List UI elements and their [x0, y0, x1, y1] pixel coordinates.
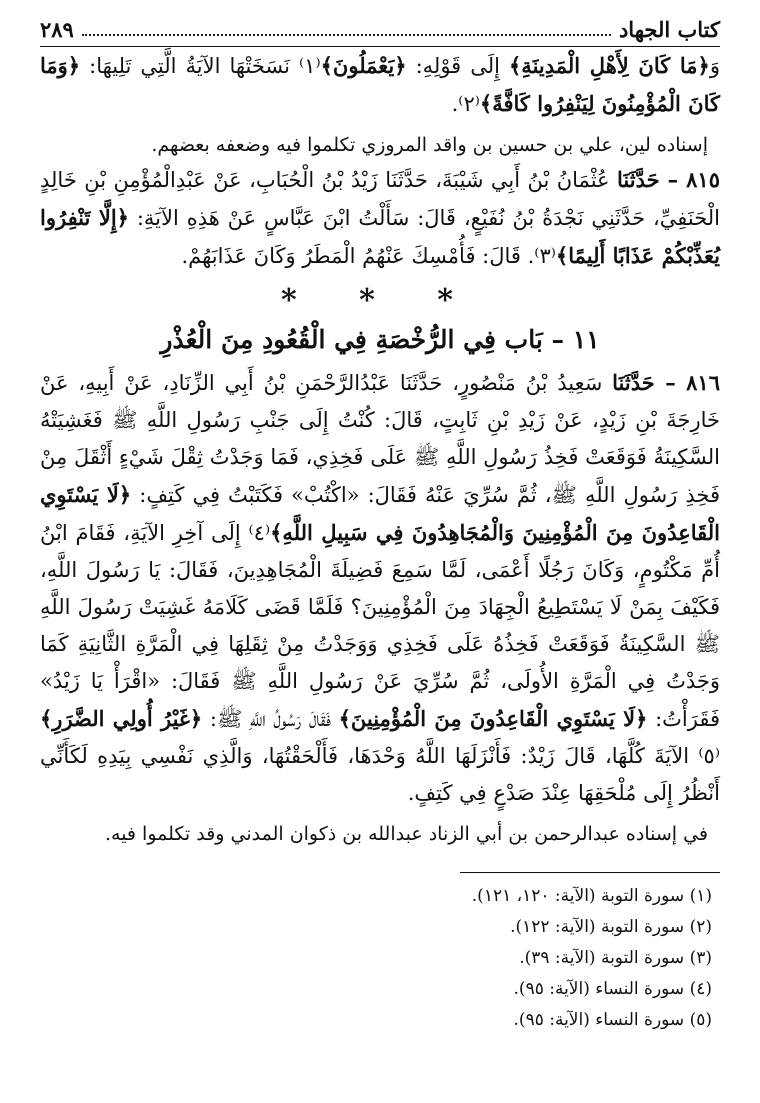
book-title: كتاب الجهاد	[618, 17, 720, 42]
bold-run: ﴿لَا يَسْتَوِي الْقَاعِدُونَ مِنَ الْمُؤْمِنِينَ﴾	[338, 706, 648, 731]
bold-run: ﴿مَا كَانَ لِأَهْلِ الْمَدِينَةِ﴾	[509, 53, 710, 78]
text-run: وَ	[709, 54, 720, 78]
footnote-divider	[460, 872, 720, 873]
bold-run: ﴿غَيْرُ أُولِي الضَّرَرِ﴾	[40, 706, 203, 731]
running-header	[40, 14, 720, 47]
text-run: عُثْمَانُ بْنُ أَبِي شَيْبَةَ، حَدَّثَنَا زَيْدُ بْنُ الْحُبَابِ، عَنْ عَبْدِالْمُؤْمِنِ بْنِ خَالِدٍ الْحَنَفِيِّ، حَدَّثَنِي نَجْدَةُ بْنُ نُفَيْعٍ، قَالَ: سَأَلْتُ ابْنَ عَبَّاسٍ عَنْ هَذِهِ الآيَةِ:	[40, 168, 720, 230]
text-run: ⁽٤⁾ إِلَى آخِرِ الآيَةِ، فَقَامَ ابْنُ أُمِّ مَكْتُومٍ، وَكَانَ رَجُلًا أَعْمَى، لَمَّا سَمِعَ فَضِيلَةَ الْمُجَاهِدِينَ، فَقَالَ: يَا رَسُولَ اللَّهِ، فَكَيْفَ بِمَنْ لَا يَسْتَطِيعُ الْجِهَادَ مِنَ الْمُؤْمِنِينَ؟ فَلَمَّا قَضَى كَلَامَهُ غَشِيَتْ رَسُولَ اللَّهِ ﷺ السَّكِينَةُ فَوَقَعَتْ فَخِذُهُ عَلَى فَخِذِي وَوَجَدْتُ مِنْ ثِقَلِهَا فِي الْمَرَّةِ الثَّانِيَةِ كَمَا وَجَدْتُ فِي الْمَرَّةِ الأُولَى، ثُمَّ سُرِّيَ عَنْ رَسُولِ اللَّهِ ﷺ فَقَالَ: «اقْرَأْ يَا زَيْدُ» فَقَرَأْتُ:	[40, 521, 720, 731]
text-paragraph	[40, 364, 720, 812]
bold-run: ﴿وَمَا كَانَ الْمُؤْمِنُونَ لِيَنْفِرُوا كَافَّةً﴾	[40, 53, 720, 116]
chapter-heading: ١١ – بَاب فِي الرُّخْصَةِ فِي الْقُعُودِ مِنَ الْعُذْرِ	[160, 325, 600, 354]
footnote-item: (٣) سورة التوبة (الآية: ٣٩).	[519, 948, 712, 968]
bold-run: ٨١٥ – حَدَّثَنَا	[616, 167, 720, 192]
text-run: سَعِيدُ بْنُ مَنْصُورٍ، حَدَّثَنَا عَبْدُالرَّحْمَنِ بْنُ أَبِي الزِّنَادِ، عَنْ أَبِيهِ، عَنْ خَارِجَةَ بْنِ زَيْدٍ، عَنْ زَيْدِ بْنِ ثَابِتٍ، قَالَ: كُنْتُ إِلَى جَنْبِ رَسُولِ اللَّهِ ﷺ فَغَشِيَتْهُ السَّكِينَةُ فَوَقَعَتْ فَخِذُ رَسُولِ اللَّهِ ﷺ عَلَى فَخِذِي، فَمَا وَجَدْتُ ثِقْلَ شَيْءٍ أَثْقَلَ مِنْ فَخِذِ رَسُولِ اللَّهِ ﷺ، ثُمَّ سُرِّيَ عَنْهُ فَقَالَ: «اكْتُبْ» فَكَتَبْتُ فِي كَتِفٍ:	[40, 371, 720, 507]
leader-dots	[82, 34, 611, 36]
footnote-item: (٢) سورة التوبة (الآية: ١٢٢).	[510, 917, 712, 937]
bold-run: ﴿لَا يَسْتَوِي الْقَاعِدُونَ مِنَ الْمُؤْمِنِينَ وَالْمُجَاهِدُونَ فِي سَبِيلِ اللَّهِ﴾	[40, 482, 721, 545]
footnotes-list	[40, 881, 720, 1036]
text-run: فَقَالَ رَسُولُ اللَّهِ ﷺ:	[202, 707, 339, 731]
footnote-item: (١) سورة التوبة (الآية: ١٢٠، ١٢١).	[471, 886, 712, 906]
section-separator: * * *	[281, 283, 479, 318]
footnote-item: (٤) سورة النساء (الآية: ٩٥).	[513, 979, 712, 999]
footnote-item: (٥) سورة النساء (الآية: ٩٥).	[513, 1010, 712, 1030]
text-run: ⁽١⁾ نَسَخَتْهَا الآيَةُ الَّتِي تَلِيهَا:	[80, 54, 321, 78]
text-run: ⁽٣⁾. قَالَ: فَأُمْسِكَ عَنْهُمُ الْمَطَرُ وَكَانَ عَذَابَهُمْ.	[181, 244, 556, 268]
text-paragraph	[40, 47, 720, 123]
text-paragraph	[40, 161, 720, 275]
text-run: ⁽٥⁾ الآيَةَ كُلَّهَا، قَالَ زَيْدٌ: فَأَنْزَلَهَا اللَّهُ وَحْدَهَا، فَأَلْحَقْتُهَا، وَالَّذِي نَفْسِي بِيَدِهِ لَكَأَنِّي أَنْظُرُ إِلَى مُلْحَقِهَا عِنْدَ صَدْعٍ فِي كَتِفٍ.	[40, 744, 720, 805]
bold-run: ﴿يَعْمَلُونَ﴾	[320, 53, 407, 78]
bold-run: ٨١٦ – حَدَّثَنَا	[612, 370, 720, 395]
isnad-note: في إسناده عبدالرحمن بن أبي الزناد عبدالله بن ذكوان المدني وقد تكلموا فيه.	[104, 823, 708, 845]
main-text	[40, 47, 720, 850]
text-run: إِلَى قَوْلِهِ:	[406, 54, 509, 78]
page-number: ٢٨٩	[40, 17, 74, 42]
isnad-note: إسناده لين، علي بن حسين بن واقد المروزي تكلموا فيه وضعفه بعضهم.	[151, 134, 708, 156]
text-run: ⁽٢⁾.	[451, 92, 480, 116]
bold-run: ﴿إِلَّا تَنْفِرُوا يُعَذِّبْكُمْ عَذَابًا أَلِيمًا﴾	[40, 205, 720, 268]
